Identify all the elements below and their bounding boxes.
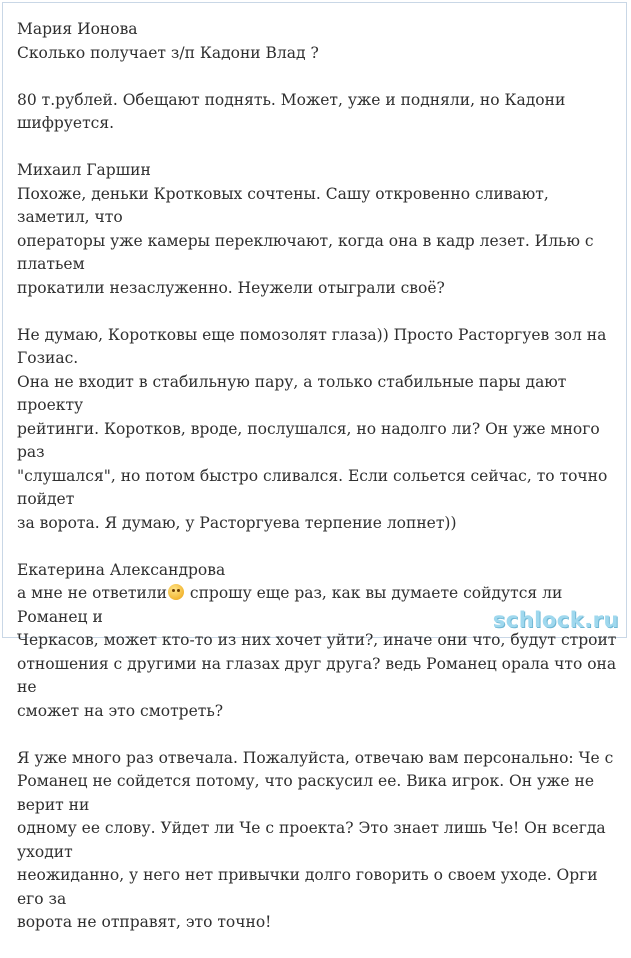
answer-text: Я уже много раз отвечала. Пожалуйста, отвечаю вам персонально: Че с Романец не сойдется потому, что раскусил ее. Вика игрок. Он уже не верит ни одному ее слову. Уйдет ли Че с проекта? Это знает лишь Че! Он всегда уходит неожиданно, у него нет привычки долго говорить о своем уходе. Орги его за ворота не отправят, это точно! (17, 748, 614, 931)
question-text-start: а мне не ответили (17, 584, 167, 602)
confused-face-icon (168, 584, 184, 600)
commenter-name: Михаил Гаршин (17, 161, 151, 179)
question-text-rest: спрошу еще раз, как вы думаете сойдутся ли Романец и Черкасов, может кто-то из них хочет уйти?, иначе они что, будут строит отношения с другими на глазах друг друга? ведь Романец орала что она не сможет на это смотреть? (17, 584, 617, 720)
answer-text: Не думаю, Коротковы еще помозолят глаза)) Просто Расторгуев зол на Гозиас. Она не входит в стабильную пару, а только стабильные пары дают проекту рейтинги. Коротков, вроде, послушался, но надолго ли? Он уже много раз "слушался", но потом быстро сливался. Если сольется сейчас, то точно пойдет за ворота. Я думаю, у Расторгуева терпение лопнет)) (17, 325, 608, 532)
qa-column (17, 18, 623, 958)
question-text: Сколько получает з/п Кадони Влад ? (17, 43, 319, 62)
answer-text: 80 т.рублей. Обещают поднять. Может, уже и подняли, но Кадони шифруется. (17, 90, 566, 132)
commenter-name: Мария Ионова (17, 20, 138, 38)
site-watermark: schlock.ru (492, 608, 619, 632)
commenter-name: Екатерина Александрова (17, 560, 226, 579)
question-text: Похоже, деньки Кротковых сочтены. Сашу откровенно сливают, заметил, что операторы уже камеры переключают, когда она в кадр лезет. Илью с платьем прокатили незаслуженно. Неужели отыграли своё? (17, 184, 594, 297)
question-text (17, 582, 623, 723)
